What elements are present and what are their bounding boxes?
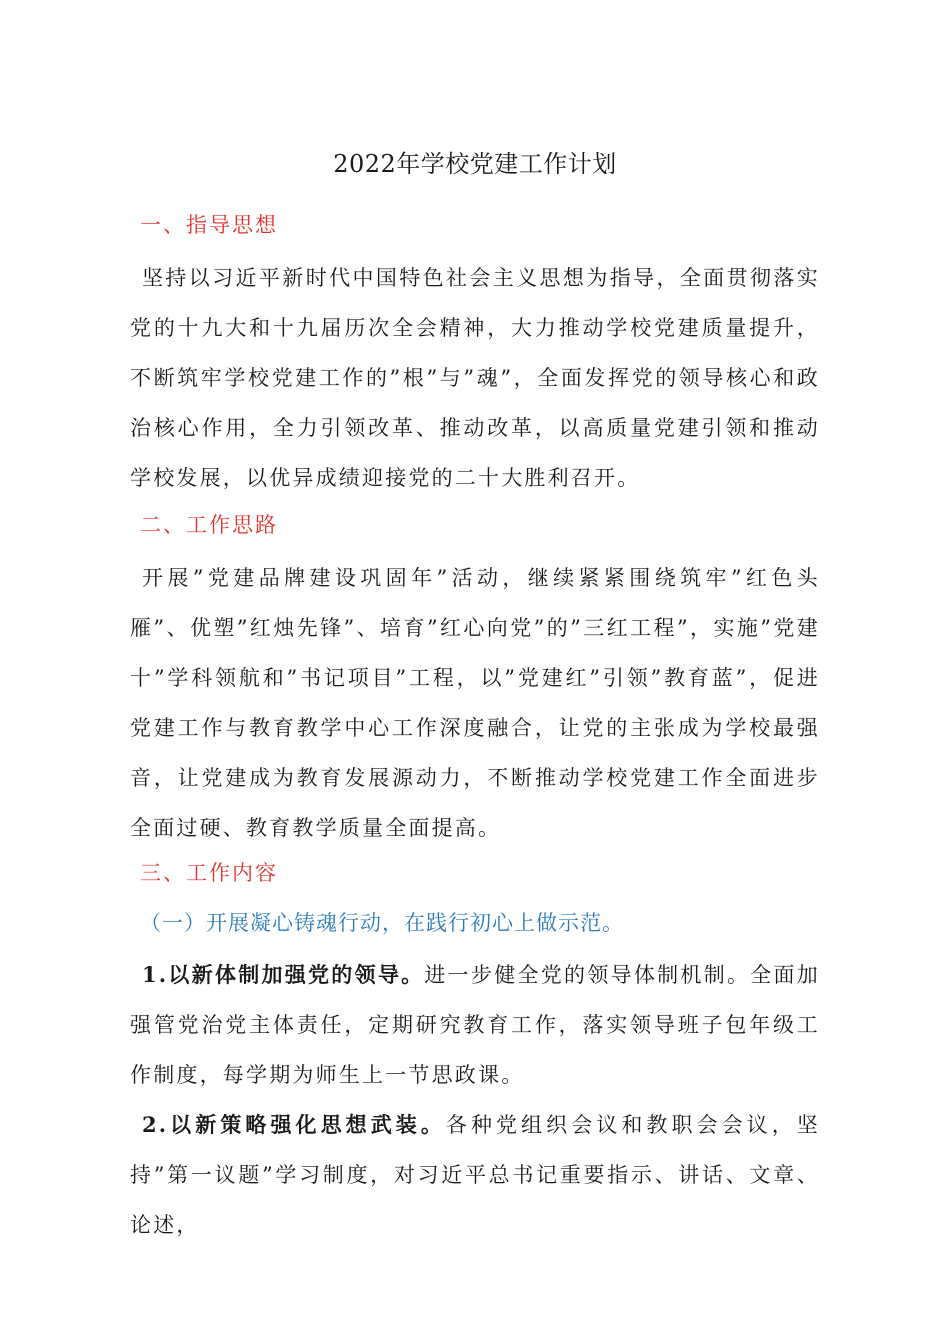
list-item-1-text: 进一步健全党的领导体制机制。全面加强管党治党主体责任，定期研究教育工作，落实领导班子包年级工作制度，每学期为师生上一节思政课。 xyxy=(130,963,820,1087)
section-body-guiding-ideology: 坚持以习近平新时代中国特色社会主义思想为指导，全面贯彻落实党的十九大和十九届历次全会精神，大力推动学校党建质量提升，不断筑牢学校党建工作的”根”与”魂”，全面发挥党的领导核心和政治核心作用，全力引领改革、推动改革，以高质量党建引领和推动学校发展，以优异成绩迎接党的二十大胜利召开。 xyxy=(130,266,820,490)
list-item-2-text: 各种党组织会议和教职会会议，坚持”第一议题”学习制度，对习近平总书记重要指示、讲话、文章、论述， xyxy=(130,1113,821,1237)
list-item-1 xyxy=(130,950,820,1100)
subsection-heading-1: （一）开展凝心铸魂行动，在践行初心上做示范。 xyxy=(140,911,624,935)
list-item-1-lead: 1.以新体制加强党的领导。 xyxy=(142,962,425,987)
section-body-work-approach: 开展”党建品牌建设巩固年”活动，继续紧紧围绕筑牢”红色头雁”、优塑”红烛先锋”、培育”红心向党”的”三红工程”，实施”党建十”学科领航和”书记项目”工程，以”党建红”引领”教育蓝”，促进党建工作与教育教学中心工作深度融合，让党的主张成为学校最强音，让党建成为教育发展源动力，不断推动学校党建工作全面进步全面过硬、教育教学质量全面提高。 xyxy=(130,566,820,840)
section-heading-guiding-ideology: 一、指导思想 xyxy=(140,213,278,237)
document-title: 2022年学校党建工作计划 xyxy=(333,150,617,178)
section-heading-work-approach: 二、工作思路 xyxy=(140,513,278,537)
section-heading-work-content: 三、工作内容 xyxy=(140,861,278,885)
list-item-2-lead: 2.以新策略强化思想武装。 xyxy=(142,1112,446,1137)
list-item-2 xyxy=(130,1100,820,1250)
